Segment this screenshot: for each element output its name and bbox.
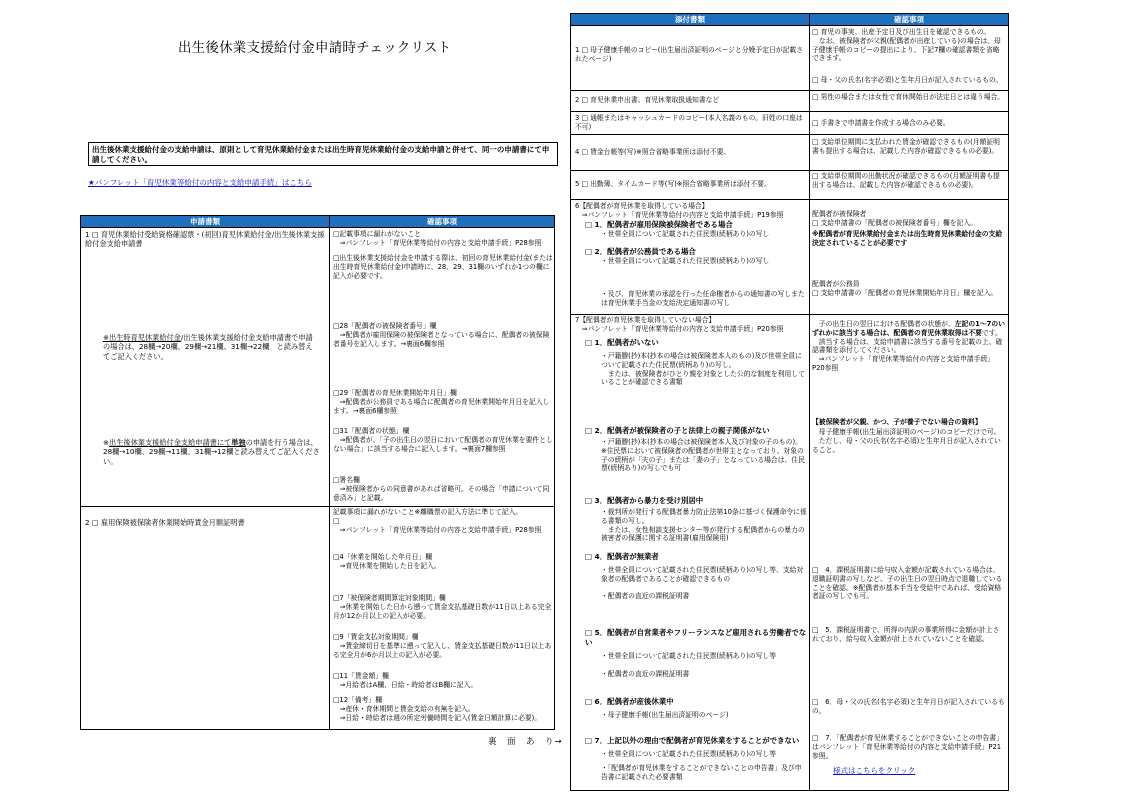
r7-item-2-detail: ・戸籍謄(抄)本(抄本の場合は被保険者本人及び対象の子のもの)。※住民票において被保険者の配偶者が世帯主となっており、対象の子の続柄が「夫の子」または「妻の子」となっている場合は、住民票(続柄あり)の写しでも可	[601, 438, 805, 473]
r7-check-7: □ 7．「配偶者が育児休業することができないことの申告書」はパンフレット「育児休業等給付の内容と支給申請手続」P21参照。	[812, 734, 1003, 760]
r7-check-1-b: 左記の1～7のいずれかに該当する場合は、配偶者の育児休業取得は不要	[812, 320, 1005, 337]
row1-note-1-rest: /出生後休業支援給付金支給申請書で申請の場合は、28欄→20欄、29欄→21欄、31欄→22欄 と読み替えてご記入ください。	[103, 333, 313, 361]
r7-item-4-detail: ・世帯全員について記載された住民票(続柄あり)の写し等、支給対象者の配偶者であることが確認できるもの	[601, 566, 804, 583]
r3-document: 3 □ 通帳またはキャッシュカードのコピー(本人名義のもの。旧姓の口座は不可)	[575, 114, 803, 131]
r6-item-2-detail: ・世帯全員について記載された住民票(続柄あり)の写し	[601, 257, 770, 265]
row1-check-3: □28「配偶者の被保険者番号」欄 ⇒配偶者が雇用保険の被保険者となっている場合に、配偶者の被保険者番号を記入します。→裏面6欄参照	[333, 322, 550, 348]
r7-item-5: □ 5．配偶者が自営業者やフリーランスなど雇用される労働者でない	[585, 628, 807, 647]
application-documents-table	[80, 215, 555, 730]
r6-check-c: 配偶者が公務員 □ 支給申請書の「配偶者の育児休業開始年月日」欄を記入。	[812, 280, 998, 297]
r7-item-6-detail: ・母子健康手帳(出生届出済証明のページ)	[601, 711, 729, 719]
r7-check-1-a: 子の出生日の翌日における配偶者の状態が、	[812, 320, 955, 328]
r7-check-6: □ 6．母・父の氏名(名字必須)と生年月日が記入されているもの。	[812, 698, 1005, 715]
r5-document: 5 □ 出勤簿、タイムカード等(写)※照合省略事業所は添付不要。	[575, 180, 771, 188]
r7-item-7-detail-2: ・「配偶者が育児休業をすることができないことの申告書」及び申告書に記載された必要書類	[601, 764, 802, 781]
r7-item-7-detail: ・世帯全員について記載された住民票(続柄あり)の写し等	[601, 750, 777, 758]
r7-item-7: □ 7．上記以外の理由で配偶者が育児休業をすることができない	[585, 736, 800, 745]
r7-check-5: □ 5．課税証明書で、所得の内訳の事業所得に金額が計上されており、給与収入金額が計上されていないことを確認。	[812, 626, 1000, 643]
r1-check-2: □ 母・父の氏名(名字必須)と生年月日が記入されているもの。	[812, 76, 1003, 84]
row2-check-2: □4「休業を開始した年月日」欄 ⇒育児休業を開始した日を記入。	[333, 553, 441, 570]
r7-item-5-detail-2: ・配偶者の直近の課税証明書	[601, 670, 690, 678]
r4-check: □ 支給単位期間に支払われた賃金が確認できるもの(月額証明書も提出する場合は、記載した内容が確認できるもの必要)。	[812, 138, 1000, 155]
row2-document: 2 □ 雇用保険被保険者休業開始時賃金月額証明書	[85, 518, 245, 527]
row2-check-4: □9「賃金支払対象期間」欄 ⇒賃金締切日を基準に遡って記入し、賃金支払基礎日数が11日以上ある完全月が6か月以上の記入が必要。	[333, 633, 552, 659]
r7-item-1-detail: ・戸籍謄(抄)本(抄本の場合は被保険者本人のもの)及び世帯全員について記載された住民票(続柄あり)の写し。 または、被保険者がひとり親を対象とした公的な制度を利用していることが確認できる書類	[601, 352, 805, 387]
header-application-docs: 申請書類	[81, 216, 329, 227]
row1-check-4: □29「配偶者の育児休業開始年月日」欄 ⇒配偶者が公務員である場合に配偶者の育児休業開始年月日を記入します。→裏面6欄参照	[333, 389, 550, 415]
r6-heading: 6【配偶者が育児休業を取得している場合】 ⇒パンフレット「育児休業等給付の内容と支給申請手続」P19参照	[575, 202, 784, 219]
r6-item-2: □ 2．配偶者が公務員である場合	[585, 247, 696, 256]
r6-check-b: ※配偶者が育児休業給付金または出生時育児休業給付金の支給決定されていることが必要です	[812, 230, 1003, 247]
r5-check: □ 支給単位期間の出勤状況が確認できるもの(月額証明書も提出する場合は、記載した内容が確認できるもの必要)。	[812, 172, 1000, 189]
r6-item-1: □ 1．配偶者が雇用保険被保険者である場合	[585, 220, 733, 229]
row1-note-2	[103, 438, 323, 466]
form-link[interactable]: 様式はこちらをクリック	[833, 766, 916, 775]
row1-document: 1 □ 育児休業給付受給資格確認票・(初回)育児休業給付金/出生後休業支援給付金支給申請書	[85, 230, 325, 249]
row2-check-1: 記載事項に漏れがないこと※離職票の記入方法に準じて記入。 □ ⇒パンフレット「育児休業等給付の内容と支給申請手続」P28参照	[333, 508, 542, 534]
r7-item-3: □ 3．配偶者から暴力を受け別居中	[585, 496, 704, 505]
r7-item-5-detail: ・世帯全員について記載された住民票(続柄あり)の写し等	[601, 652, 777, 660]
row1-check-5: □31「配偶者の状態」欄 ⇒配偶者が、「子の出生日の翌日において配偶者の育児休業を要件としない場合」に該当する場合に記入します。→裏面7欄参照	[333, 427, 553, 453]
r7-check-2-heading: 【被保険者が父親、かつ、子が養子でない場合の資料】	[812, 418, 982, 426]
r1-check-1: □ 育児の事実、出産予定日及び出生日を確認できるもの。 なお、被保険者が父親(配偶者が出産している)の場合は、母子健康手帳のコピーの提出により、下記7欄の確認書類を省略できます。	[812, 28, 1001, 63]
header-right-check: 確認事項	[810, 14, 1008, 25]
reverse-side-note: 裏 面 あ り→	[488, 737, 563, 747]
r6-item-2-detail-2: ・及び、育児休業の承認を行った任命権者からの通知書の写しまたは育児休業手当金の支給決定通知書の写し	[601, 290, 805, 307]
r7-item-4: □ 4．配偶者が無業者	[585, 552, 659, 561]
r7-item-3-detail: ・裁判所が発行する配偶者暴力防止法第10条に基づく保護命令に係る書類の写し。 または、女性相談支援センター等が発行する配偶者からの暴力の被害者の保護に関する証明書(雇用保険用)	[601, 508, 807, 543]
r7-item-4-detail-2: ・配偶者の直近の課税証明書	[601, 592, 690, 600]
r7-check-2-detail: 母子健康手帳(出生届出済証明のページ)のコピーだけで可。 ただし、母・父の氏名(名字必須)と生年月日が記入されていること。	[812, 428, 1001, 454]
row1-check-6: □署名欄 ⇒被保険者からの同意書があれば省略可。その場合「申請について同意済み」と記載。	[333, 476, 550, 502]
row1-note-2-b: 出生後休業支援給付金支給申請書にて	[109, 438, 232, 447]
r7-item-2: □ 2．配偶者が被保険者の子と法律上の親子関係がない	[585, 426, 770, 435]
row2-check-5: □11「賃金額」欄 ⇒月給者はA欄、日給・時給者はB欄に記入。	[333, 672, 478, 689]
attachments-table	[570, 13, 1009, 791]
row1-note-1-underline: ※出生時育児休業給付金	[103, 333, 181, 342]
r7-check-1-c: です。 該当する場合は、支給申請書に該当する番号を記載の上、確認書類を添付してください。 ⇒パンフレット「育児休業等給付の内容と支給申請手続」P20参照	[812, 328, 1003, 373]
r1-document: 1 □ 母子健康手帳のコピー(出生届出済証明のページと分娩予定日が記載されたページ)	[575, 46, 804, 63]
header-check-items: 確認事項	[330, 216, 554, 227]
page-title: 出生後休業支援給付金申請時チェックリスト	[178, 40, 452, 56]
r7-item-6: □ 6．配偶者が産後休業中	[585, 697, 674, 706]
row2-check-6: □12「備考」欄 ⇒産休・育休期間と賃金支給の有無を記入。 ⇒日給・時給者は週の所定労働時間を記入(賃金日額計算に必要)。	[333, 696, 542, 722]
r7-check-4: □ 4．課税証明書に給与収入金額が記載されている場合は、退職証明書の写しなど、子の出生日の翌日時点で退職していることを確認。※配偶者が基本手当を受給中であれば、受給資格者証の写しでも可。	[812, 566, 1003, 601]
row1-check-1: □記載事項に漏れがないこと ⇒パンフレット「育児休業等給付の内容と支給申請手続」P28参照	[333, 230, 542, 247]
row1-note-2-a: ※	[103, 438, 110, 447]
r7-item-1: □ 1．配偶者がいない	[585, 338, 659, 347]
r2-check: □ 男性の場合または女性で育休開始日が法定日とは違う場合。	[812, 93, 1005, 101]
r2-document: 2 □ 育児休業申出書、育児休業取扱通知書など	[575, 96, 720, 104]
pamphlet-link[interactable]: ★パンフレット「育児休業等給付の内容と支給申請手続」はこちら	[88, 178, 312, 187]
row1-check-2: □出生後休業支援給付金を申請する際は、初回の育児休業給付金(または出生時育児休業給付金)申請時に、28、29、31欄のいずれか1つの欄に記入が必要です。	[333, 254, 553, 280]
r7-check-1	[812, 320, 1006, 373]
row1-note-2-c: 単独	[231, 438, 246, 447]
r6-item-1-detail: ・世帯全員について記載された住民票(続柄あり)の写し	[601, 230, 770, 238]
r7-heading: 7【配偶者が育児休業を取得していない場合】 ⇒パンフレット「育児休業等給付の内容と支給申請手続」P20参照	[575, 316, 784, 333]
header-attachments: 添付書類	[571, 14, 809, 25]
row2-check-3: □7「被保険者期間算定対象期間」欄 ⇒休業を開始した日から遡って賃金支払基礎日数が11日以上ある完全月が12か月以上の記入が必要。	[333, 594, 552, 620]
notice-box: 出生後休業支援給付金の支給申請は、原則として育児休業給付金または出生時育児休業給付金の支給申請と併せて、同一の申請書にて申請してください。	[88, 142, 558, 166]
r4-document: 4 □ 賃金台帳等(写)※照合省略事業所は添付不要。	[575, 148, 731, 156]
r6-check-a: 配偶者が被保険者 □ 支給申請書の「配偶者の被保険者番号」欄を記入。	[812, 210, 977, 227]
r3-check: □ 手書きで申請書を作成する場合のみ必要。	[812, 119, 950, 127]
row1-note-2-d: の申請を行う場合は、28欄→10欄、29欄→11欄、31欄→12欄と読み替えてご記入ください。	[103, 438, 320, 466]
row1-note-1	[103, 333, 313, 361]
